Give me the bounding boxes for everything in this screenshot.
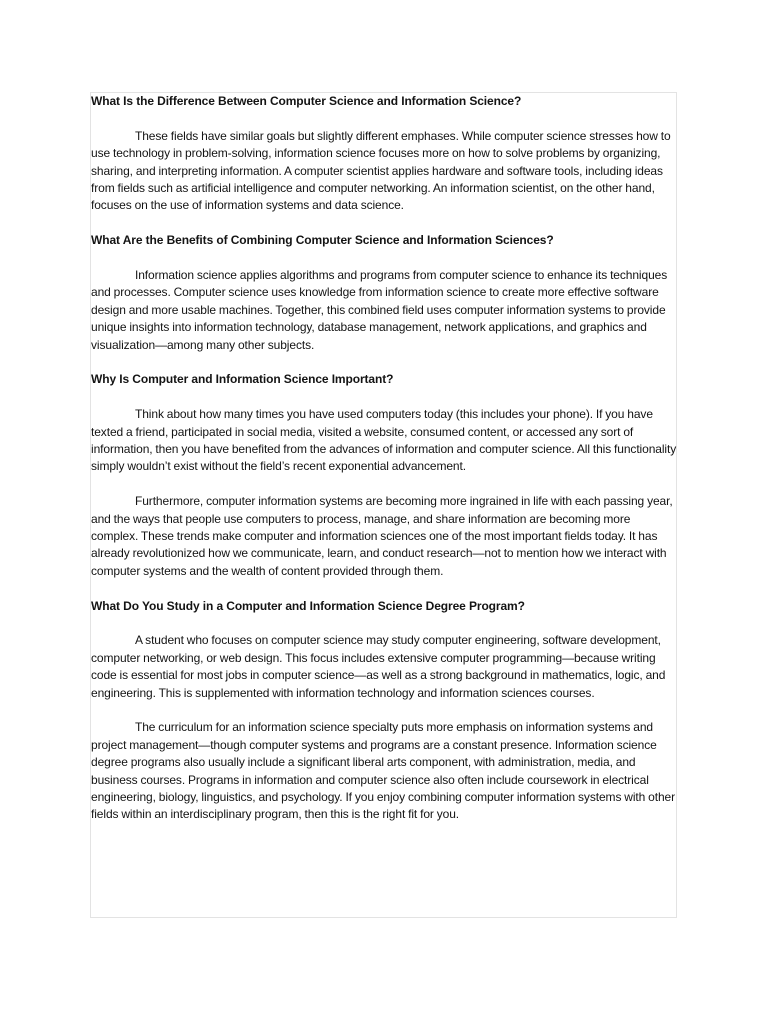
section-heading-importance: Why Is Computer and Information Science Important? bbox=[91, 372, 394, 387]
document-content bbox=[90, 93, 680, 824]
section-heading-benefits: What Are the Benefits of Combining Computer Science and Information Sciences? bbox=[91, 233, 554, 248]
paragraph-difference: These fields have similar goals but slightly different emphases. While computer science stresses how to use technology in problem-solving, information science focuses more on how to solve problems by organizing, sharing, and interpreting information. A computer scientist applies hardware and software tools, including ideas from fields such as artificial intelligence and computer networking. An information scientist, on the other hand, focuses on the use of information systems and data science. bbox=[91, 128, 671, 213]
paragraph-importance-1: Think about how many times you have used computers today (this includes your phone). If you have texted a friend, participated in social media, visited a website, consumed content, or accessed any sort of information, then you have benefited from the advances of information and computer science. All this functionality simply wouldn’t exist without the field’s recent exponential advancement. bbox=[91, 407, 677, 474]
paragraph-importance-2: Furthermore, computer information systems are becoming more ingrained in life with each passing year, and the ways that people use computers to process, manage, and share information are becoming more complex. These trends make computer and information sciences one of the most important fields today. It has already revolutionized how we communicate, learn, and conduct research—not to mention how we interact with computer systems and the wealth of content provided through them. bbox=[91, 494, 673, 578]
section-heading-difference: What Is the Difference Between Computer Science and Information Science? bbox=[91, 94, 522, 108]
paragraph-benefits: Information science applies algorithms and programs from computer science to enhance its techniques and processes. Computer science uses knowledge from information science to create more effective software design and more usable machines. Together, this combined field uses computer information systems to provide unique insights into information technology, database management, network applications, and graphics and visualization—among many other subjects. bbox=[91, 267, 668, 352]
section-heading-study: What Do You Study in a Computer and Information Science Degree Program? bbox=[91, 598, 525, 613]
paragraph-study-1: A student who focuses on computer science may study computer engineering, software development, computer networking, or web design. This focus includes extensive computer programming—because writing code is essential for most jobs in computer science—as well as a strong background in mathematics, logic, and engineering. This is supplemented with information technology and information sciences courses. bbox=[91, 633, 666, 700]
paragraph-study-2: The curriculum for an information science specialty puts more emphasis on information systems and project management—though computer systems and programs are a constant presence. Information science degree programs also usually include a significant liberal arts component, with administration, media, and business courses. Programs in information and computer science also often include coursework in electrical engineering, biology, linguistics, and psychology. If you enjoy combining computer information systems with other fields within an interdisciplinary program, then this is the right fit for you. bbox=[91, 720, 675, 822]
